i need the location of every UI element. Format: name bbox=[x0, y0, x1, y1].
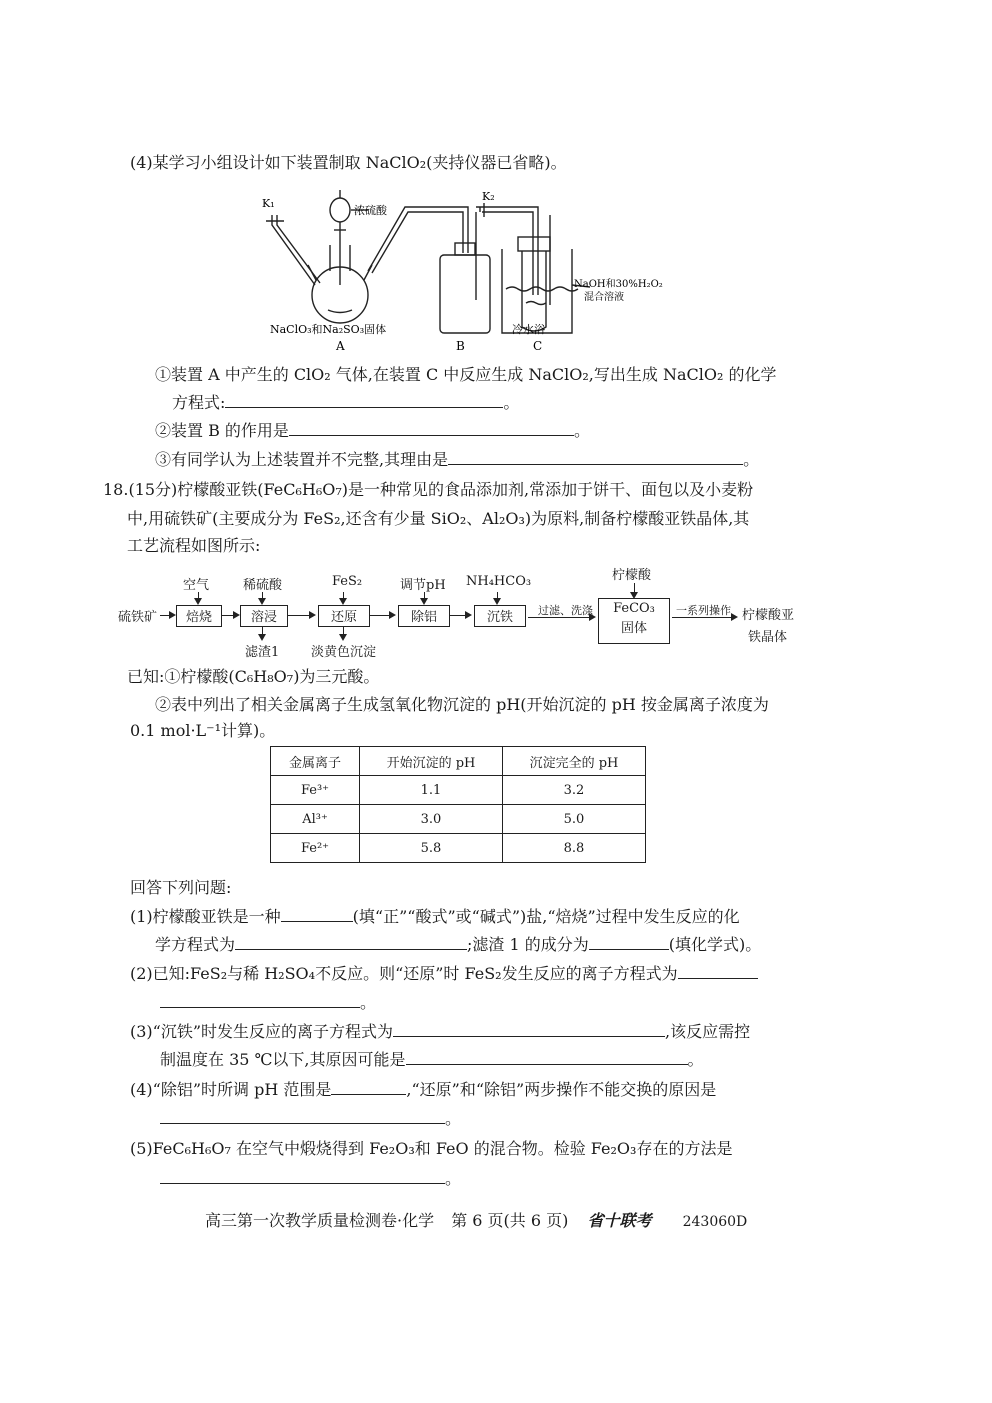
flow-citric: 柠檬酸 bbox=[612, 568, 652, 583]
table-cell: Fe²⁺ bbox=[271, 834, 360, 863]
answer-blank[interactable] bbox=[281, 907, 353, 922]
table-cell: Fe³⁺ bbox=[271, 776, 360, 805]
answer-blank[interactable] bbox=[406, 1050, 688, 1065]
q18-part4-line1: (4)“除铝”时所调 pH 范围是 ,“还原”和“除铝”两步操作不能交换的原因是 bbox=[130, 1080, 717, 1099]
answer-blank[interactable] bbox=[225, 393, 503, 408]
flow-arrow bbox=[450, 615, 470, 616]
acid-label: 浓硫酸 bbox=[354, 204, 387, 217]
answer-blank[interactable] bbox=[331, 1080, 406, 1095]
flow-input-air: 空气 bbox=[183, 578, 210, 593]
flow-residue-2: 淡黄色沉淀 bbox=[311, 645, 377, 660]
known-1: 已知:①柠檬酸(C₆H₈O₇)为三元酸。 bbox=[127, 667, 380, 686]
flow-input-ph: 调节pH bbox=[400, 578, 446, 593]
answer-blank[interactable] bbox=[393, 1022, 665, 1037]
flow-arrow bbox=[528, 617, 594, 618]
q18-part5-line1: (5)FeC₆H₆O₇ 在空气中煅烧得到 Fe₂O₃和 FeO 的混合物。检验 Fe₂O₃存在的方法是 bbox=[130, 1139, 733, 1158]
flow-arrow bbox=[672, 617, 736, 618]
flow-product-line2: 铁晶体 bbox=[748, 630, 788, 645]
q18-part5-line2: 。 bbox=[160, 1166, 461, 1189]
label-c: C bbox=[533, 339, 543, 353]
table-cell: 5.8 bbox=[360, 834, 503, 863]
q18-part2-line2: 。 bbox=[160, 990, 376, 1013]
solution-label-2: 混合溶液 bbox=[584, 292, 624, 303]
flow-input-acid: 稀硫酸 bbox=[243, 578, 283, 593]
table-header: 开始沉淀的 pH bbox=[360, 747, 503, 776]
apparatus-diagram bbox=[250, 185, 710, 355]
table-cell: 5.0 bbox=[503, 805, 646, 834]
answer-blank[interactable] bbox=[448, 450, 743, 465]
q4-intro: (4)某学习小组设计如下装置制取 NaClO₂(夹持仪器已省略)。 bbox=[130, 153, 567, 172]
flow-arrow bbox=[343, 627, 344, 639]
q18-part3-line1: (3)“沉铁”时发生反应的离子方程式为 ,该反应需控 bbox=[130, 1022, 751, 1041]
flow-arrow bbox=[370, 615, 394, 616]
flow-step-roast: 焙烧 bbox=[176, 605, 222, 627]
flow-step-reduce: 还原 bbox=[318, 605, 370, 627]
flow-arrow bbox=[160, 615, 174, 616]
table-cell: 8.8 bbox=[503, 834, 646, 863]
flow-product-line1: 柠檬酸亚 bbox=[742, 608, 795, 623]
table-header-row bbox=[271, 747, 646, 776]
q18-part4-line2: 。 bbox=[160, 1106, 461, 1129]
answer-blank[interactable] bbox=[589, 935, 669, 950]
table-header: 沉淀完全的 pH bbox=[503, 747, 646, 776]
q18-line2: 中,用硫铁矿(主要成分为 FeS₂,还含有少量 SiO₂、Al₂O₃)为原料,制备柠檬酸亚铁晶体,其 bbox=[127, 509, 750, 528]
footer-brand: 省十联考 bbox=[587, 1211, 652, 1230]
solution-label-1: NaOH和30%H₂O₂ bbox=[574, 279, 663, 290]
bath-label: 冷水浴 bbox=[512, 323, 545, 336]
footer bbox=[205, 1208, 747, 1231]
flow-arrow bbox=[634, 583, 635, 597]
q4-sub3: ③有同学认为上述装置并不完整,其理由是 。 bbox=[155, 450, 760, 469]
table-cell: 3.2 bbox=[503, 776, 646, 805]
flow-input-fes2: FeS₂ bbox=[332, 574, 363, 589]
answer-blank[interactable] bbox=[678, 964, 758, 979]
answer-intro: 回答下列问题: bbox=[130, 878, 232, 897]
flow-arrow bbox=[198, 592, 199, 603]
footer-title: 高三第一次教学质量检测卷·化学 bbox=[205, 1211, 435, 1230]
label-b: B bbox=[456, 339, 465, 353]
q4-sub1-line1: ①装置 A 中产生的 ClO₂ 气体,在装置 C 中反应生成 NaClO₂,写出生成 NaClO₂ 的化学 bbox=[155, 365, 777, 384]
q18-part1-line2: 学方程式为 ;滤渣 1 的成分为 (填化学式)。 bbox=[155, 935, 762, 954]
table-cell: Al³⁺ bbox=[271, 805, 360, 834]
answer-blank[interactable] bbox=[160, 1109, 445, 1124]
label-a: A bbox=[336, 339, 345, 353]
q4-sub1-line2: 方程式: 。 bbox=[172, 393, 520, 412]
flow-arrow bbox=[424, 592, 425, 603]
k2-label: K₂ bbox=[482, 190, 495, 203]
flow-feco3-solid: FeCO₃ 固体 bbox=[598, 598, 670, 644]
flow-arrow bbox=[222, 615, 238, 616]
table-cell: 1.1 bbox=[360, 776, 503, 805]
known-2-line1: ②表中列出了相关金属离子生成氢氧化物沉淀的 pH(开始沉淀的 pH 按金属离子浓度为 bbox=[155, 695, 769, 714]
table-row bbox=[271, 805, 646, 834]
table-header: 金属离子 bbox=[271, 747, 360, 776]
q18-line1: 18.(15分)柠檬酸亚铁(FeC₆H₆O₇)是一种常见的食品添加剂,常添加于饼干、面包以及小麦粉 bbox=[103, 480, 754, 499]
flow-step-precip-fe: 沉铁 bbox=[474, 605, 526, 627]
flow-residue-1: 滤渣1 bbox=[245, 645, 280, 660]
flow-filter-label: 过滤、洗涤 bbox=[538, 604, 593, 617]
table-row bbox=[271, 834, 646, 863]
answer-blank[interactable] bbox=[160, 993, 360, 1008]
q4-sub2: ②装置 B 的作用是 。 bbox=[155, 421, 590, 440]
flow-step-leach: 溶浸 bbox=[240, 605, 288, 627]
answer-blank[interactable] bbox=[160, 1169, 445, 1184]
q18-line3: 工艺流程如图所示: bbox=[127, 536, 261, 555]
answer-blank[interactable] bbox=[289, 421, 574, 436]
flow-arrow bbox=[497, 592, 498, 603]
k1-label: K₁ bbox=[262, 197, 275, 210]
q18-part3-line2: 制温度在 35 ℃以下,其原因可能是 。 bbox=[160, 1050, 704, 1069]
q18-part1-line1: (1)柠檬酸亚铁是一种 (填“正”“酸式”或“碱式”)盐,“焙烧”过程中发生反应的化 bbox=[130, 907, 740, 926]
footer-page: 第 6 页(共 6 页) bbox=[451, 1211, 569, 1230]
table-row bbox=[271, 776, 646, 805]
footer-code: 243060D bbox=[682, 1214, 748, 1230]
flow-series-op: 一系列操作 bbox=[676, 604, 731, 617]
flow-arrow bbox=[343, 592, 344, 603]
known-2-line2: 0.1 mol·L⁻¹计算)。 bbox=[130, 721, 276, 740]
solids-label: NaClO₃和Na₂SO₃固体 bbox=[270, 323, 387, 336]
ph-table bbox=[270, 746, 646, 863]
answer-blank[interactable] bbox=[235, 935, 467, 950]
flow-arrow bbox=[262, 592, 263, 603]
flow-step-remove-al: 除铝 bbox=[398, 605, 450, 627]
flow-arrow bbox=[288, 615, 314, 616]
flow-start: 硫铁矿 bbox=[118, 610, 158, 625]
flow-input-nh4hco3: NH₄HCO₃ bbox=[466, 574, 532, 589]
flow-arrow bbox=[262, 627, 263, 639]
q18-part2-line1: (2)已知:FeS₂与稀 H₂SO₄不反应。则“还原”时 FeS₂发生反应的离子方程式为 bbox=[130, 961, 758, 984]
table-cell: 3.0 bbox=[360, 805, 503, 834]
